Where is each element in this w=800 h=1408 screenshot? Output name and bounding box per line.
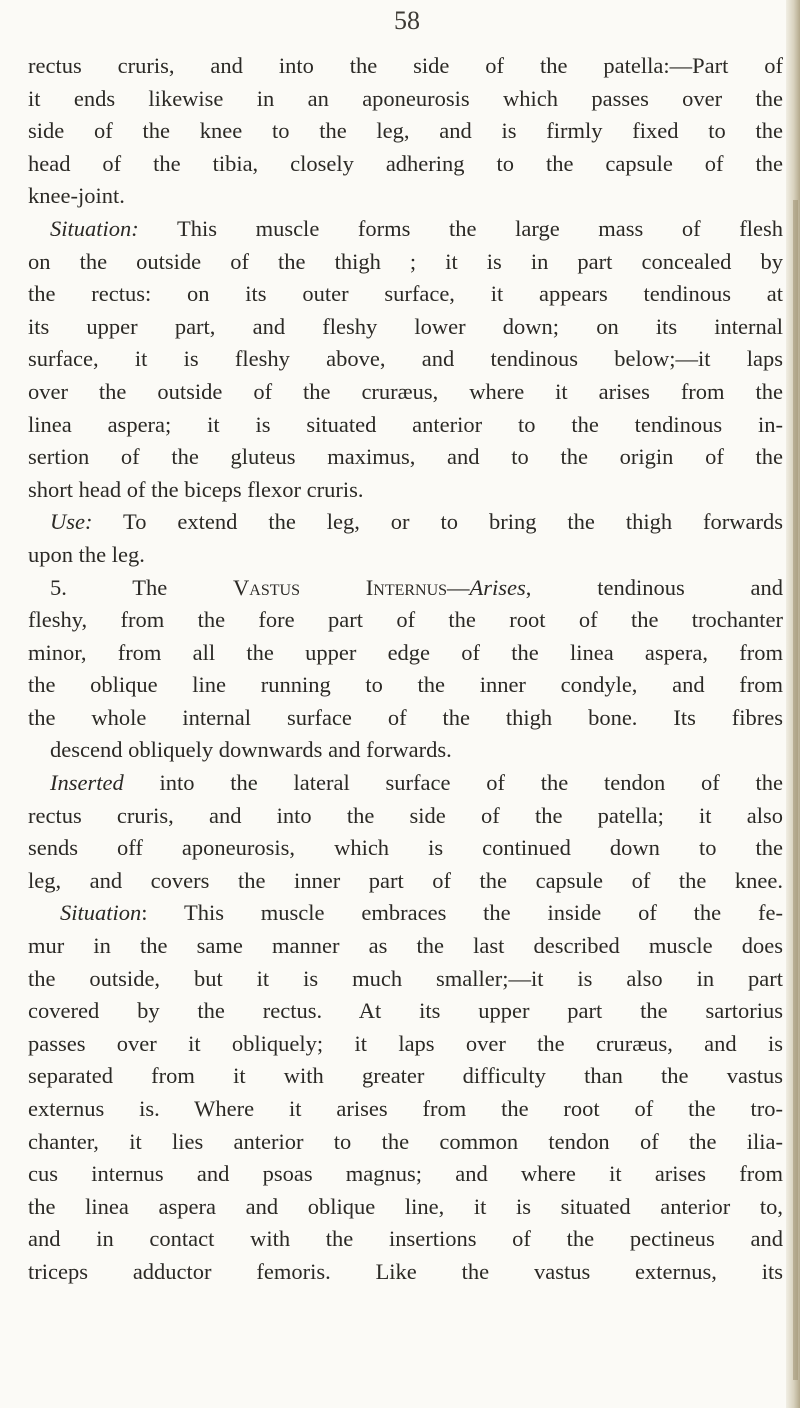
text-line (28, 767, 783, 800)
text-fragment: — (447, 574, 470, 600)
text-line: the oblique line running to the inner condyle, and from (28, 672, 783, 698)
text-fragment: , tendinous and (525, 574, 783, 600)
text-fragment: This muscle forms the large mass of flesh (138, 215, 783, 241)
inserted-heading: Inserted (50, 770, 124, 796)
text-line: short head of the biceps flexor cruris. (28, 476, 364, 502)
text-fragment: To extend the leg, or to bring the thigh forwards (92, 509, 783, 535)
text-line: surface, it is fleshy above, and tendinous below;—it laps (28, 346, 783, 372)
text-line: the outside, but it is much smaller;—it is also in part (28, 965, 783, 991)
text-line (28, 897, 783, 930)
page-number: 58 (394, 6, 420, 35)
text-line: knee-joint. (28, 183, 125, 209)
text-fragment: into the lateral surface of the tendon of the (123, 770, 783, 796)
text-line: fleshy, from the fore part of the root of the trochanter (28, 607, 783, 633)
text-line: rectus cruris, and into the side of the patella:—Part of (28, 53, 783, 78)
text-line: the whole internal surface of the thigh bone. Its fibres (28, 704, 783, 730)
text-line: rectus cruris, and into the side of the patella; it also (28, 802, 783, 828)
text-line: sertion of the gluteus maximus, and to the origin of the (28, 444, 783, 470)
text-line: separated from it with greater difficulty than the vastus (28, 1063, 783, 1089)
situation-heading: Situation (60, 900, 142, 926)
text-line: triceps adductor femoris. Like the vastus externus, its (28, 1258, 783, 1284)
text-line: passes over it obliquely; it laps over the cruræus, and is (28, 1030, 783, 1056)
text-line: the linea aspera and oblique line, it is situated anterior to, (28, 1193, 783, 1219)
body-text (28, 50, 783, 1289)
text-line (28, 506, 783, 539)
text-line: chanter, it lies anterior to the common tendon of the ilia- (28, 1128, 783, 1154)
text-line: over the outside of the cruræus, where it arises from the (28, 378, 783, 404)
text-line: covered by the rectus. At its upper part the sartorius (28, 998, 783, 1024)
text-line: sends off aponeurosis, which is continued down to the (28, 835, 783, 861)
text-line (28, 213, 783, 246)
text-line: side of the knee to the leg, and is firmly fixed to the (28, 118, 783, 144)
text-line: its upper part, and fleshy lower down; on its internal (28, 313, 783, 339)
arises-heading: Arises (469, 574, 526, 600)
page-edge-dark-strip (793, 200, 798, 1380)
text-line: leg, and covers the inner part of the capsule of the knee. (28, 867, 783, 893)
text-line: descend obliquely downwards and forwards. (50, 737, 452, 763)
text-line: and in contact with the insertions of the pectineus and (28, 1226, 783, 1252)
text-fragment: 5. The (50, 574, 234, 600)
text-line: mur in the same manner as the last described muscle does (28, 933, 783, 959)
text-line: the rectus: on its outer surface, it appears tendinous at (28, 281, 783, 307)
text-line: it ends likewise in an aponeurosis which passes over the (28, 85, 783, 111)
text-line: externus is. Where it arises from the root of the tro- (28, 1096, 783, 1121)
text-line: linea aspera; it is situated anterior to the tendinous in- (28, 411, 783, 437)
text-fragment: : This muscle embraces the inside of the fe- (141, 900, 783, 926)
text-line: minor, from all the upper edge of the linea aspera, from (28, 639, 783, 665)
text-line: cus internus and psoas magnus; and where it arises from (28, 1161, 783, 1187)
text-line: head of the tibia, closely adhering to the capsule of the (28, 150, 783, 176)
muscle-name: Vastus Internus (233, 574, 448, 600)
use-heading: Use: (50, 509, 93, 535)
text-line (28, 572, 783, 605)
text-line: on the outside of the thigh ; it is in part concealed by (28, 248, 783, 274)
text-line: upon the leg. (28, 541, 145, 567)
situation-heading: Situation: (50, 215, 139, 241)
